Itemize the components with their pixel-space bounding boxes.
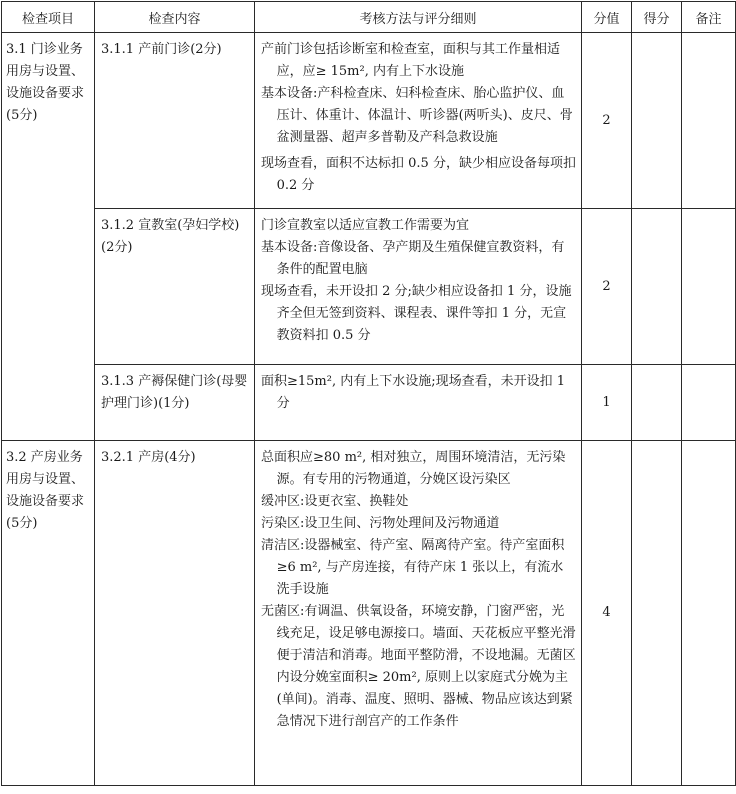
got-cell[interactable] (632, 33, 682, 209)
method-cell (255, 441, 582, 786)
method-line: 污染区:设卫生间、污物处理间及污物通道 (261, 516, 500, 531)
method-line: 缓冲区:设更衣室、换鞋处 (261, 494, 409, 509)
score-value: 2 (582, 209, 632, 365)
method-line: 面积≥15m², 内有上下水设施;现场查看，未开设扣 1 分 (261, 374, 566, 411)
score-value: 4 (582, 441, 632, 786)
method-line: 总面积应≥80 m², 相对独立，周围环境清洁，无污染源。有专用的污物通道，分娩区设污染区 (261, 450, 566, 487)
table-row (2, 33, 736, 209)
method-cell (255, 33, 582, 209)
assessment-table (1, 1, 736, 786)
check-content: 3.1.2 宣教室(孕妇学校)(2分) (95, 209, 255, 365)
header-content: 检查内容 (95, 2, 255, 33)
header-method: 考核方法与评分细则 (255, 2, 582, 33)
method-line: 门诊宣教室以适应宣教工作需要为宜 (261, 218, 470, 233)
remark-cell[interactable] (682, 365, 736, 441)
score-value: 1 (582, 365, 632, 441)
got-cell[interactable] (632, 365, 682, 441)
got-cell[interactable] (632, 209, 682, 365)
method-cell (255, 209, 582, 365)
remark-cell[interactable] (682, 209, 736, 365)
remark-cell[interactable] (682, 441, 736, 786)
method-line: 产前门诊包括诊断室和检查室，面积与其工作量相适应，应≥ 15m², 内有上下水设施 (261, 42, 561, 79)
method-line: 现场查看，面积不达标扣 0.5 分，缺少相应设备每项扣 0.2 分 (261, 156, 576, 193)
header-item: 检查项目 (2, 2, 95, 33)
header-got: 得分 (632, 2, 682, 33)
check-item-3-2: 3.2 产房业务用房与设置、设施设备要求(5分) (2, 441, 95, 786)
remark-cell[interactable] (682, 33, 736, 209)
table-row (2, 209, 736, 365)
check-content: 3.1.1 产前门诊(2分) (95, 33, 255, 209)
method-line: 基本设备:音像设备、孕产期及生殖保健宣教资料，有条件的配置电脑 (261, 240, 565, 277)
method-line: 现场查看，未开设扣 2 分;缺少相应设备扣 1 分，设施齐全但无签到资料、课程表、课件等扣 1 分，无宣教资料扣 0.5 分 (261, 284, 572, 343)
table-row (2, 365, 736, 441)
check-item-3-1: 3.1 门诊业务用房与设置、设施设备要求(5分) (2, 33, 95, 441)
score-value: 2 (582, 33, 632, 209)
method-cell (255, 365, 582, 441)
method-line: 基本设备:产科检查床、妇科检查床、胎心监护仪、血压计、体重计、体温计、听诊器(两听头)、皮尺、骨盆测量器、超声多普勒及产科急救设施 (261, 86, 573, 145)
method-line: 清洁区:设器械室、待产室、隔离待产室。待产室面积≥6 m², 与产房连接，有待产床 1 张以上，有流水洗手设施 (261, 538, 565, 597)
check-content: 3.1.3 产褥保健门诊(母婴护理门诊)(1分) (95, 365, 255, 441)
got-cell[interactable] (632, 441, 682, 786)
method-line: 无菌区:有调温、供氧设备，环境安静，门窗严密，光线充足，设足够电源接口。墙面、天花板应平整光滑便于清洁和消毒。地面平整防滑，不设地漏。无菌区内设分娩室面积≥ 20m², 原则上以家庭式分娩为主(单间)。消毒、温度、照明、器械、物品应该达到紧急情况下进行剖宫产的工作条件 (261, 604, 576, 729)
header-remark: 备注 (682, 2, 736, 33)
table-row (2, 441, 736, 786)
check-content: 3.2.1 产房(4分) (95, 441, 255, 786)
header-row (2, 2, 736, 33)
header-score: 分值 (582, 2, 632, 33)
